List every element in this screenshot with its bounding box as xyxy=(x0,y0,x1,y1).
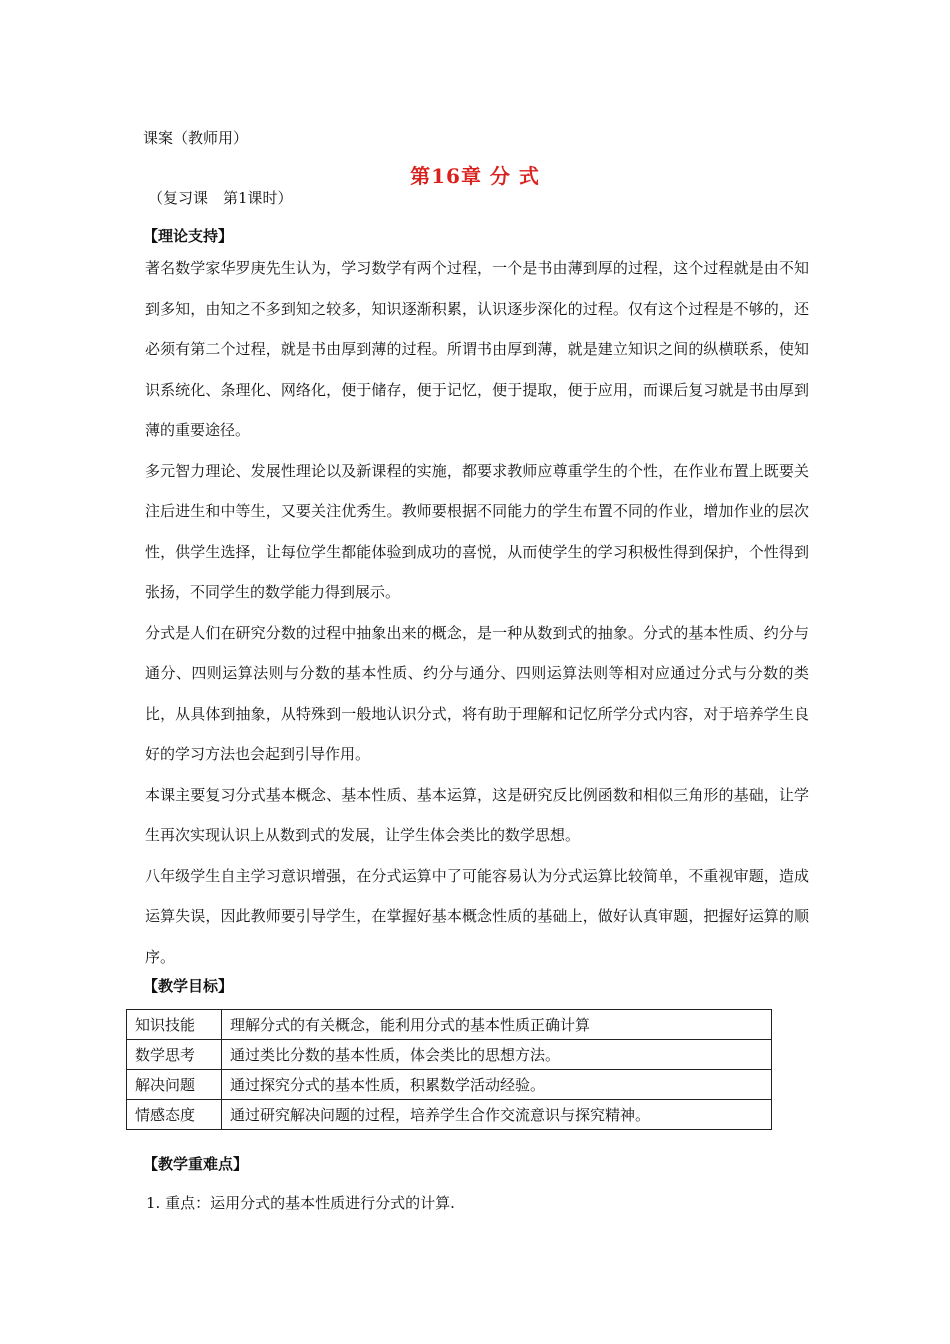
objective-content: 理解分式的有关概念，能利用分式的基本性质正确计算 xyxy=(222,1010,772,1040)
objective-label: 知识技能 xyxy=(127,1010,222,1040)
theory-paragraph: 多元智力理论、发展性理论以及新课程的实施，都要求教师应尊重学生的个性，在作业布置上既要关注后进生和中等生，又要关注优秀生。教师要根据不同能力的学生布置不同的作业，增加作业的层次性，供学生选择，让每位学生都能体验到成功的喜悦，从而使学生的学习积极性得到保护，个性得到张扬，不同学生的数学能力得到展示。 xyxy=(145,461,809,601)
lesson-subtitle: （复习课 第1课时） xyxy=(148,189,293,207)
document-type-label: 课案（教师用） xyxy=(143,129,249,147)
objectives-heading: 【教学目标】 xyxy=(143,977,234,995)
key-point-item: 1. 重点：运用分式的基本性质进行分式的计算. xyxy=(146,1194,455,1212)
table-row xyxy=(127,1100,772,1130)
objective-content: 通过研究解决问题的过程，培养学生合作交流意识与探究精神。 xyxy=(222,1100,772,1130)
key-points-heading: 【教学重难点】 xyxy=(143,1155,249,1173)
table-row xyxy=(127,1070,772,1100)
objective-label: 情感态度 xyxy=(127,1100,222,1130)
objective-content: 通过探究分式的基本性质，积累数学活动经验。 xyxy=(222,1070,772,1100)
theory-paragraph: 本课主要复习分式基本概念、基本性质、基本运算，这是研究反比例函数和相似三角形的基础，让学生再次实现认识上从数到式的发展，让学生体会类比的数学思想。 xyxy=(145,785,809,844)
theory-paragraph: 八年级学生自主学习意识增强，在分式运算中了可能容易认为分式运算比较简单，不重视审题，造成运算失误，因此教师要引导学生，在掌握好基本概念性质的基础上，做好认真审题，把握好运算的顺序。 xyxy=(145,866,809,966)
objective-label: 解决问题 xyxy=(127,1070,222,1100)
objectives-table xyxy=(126,1009,772,1130)
chapter-title: 第16章 分 式 xyxy=(410,164,540,188)
objective-label: 数学思考 xyxy=(127,1040,222,1070)
theory-body xyxy=(145,248,809,977)
theory-paragraph: 著名数学家华罗庚先生认为，学习数学有两个过程，一个是书由薄到厚的过程，这个过程就是由不知到多知，由知之不多到知之较多，知识逐渐积累，认识逐步深化的过程。仅有这个过程是不够的，还必须有第二个过程，就是书由厚到薄的过程。所谓书由厚到薄，就是建立知识之间的纵横联系，使知识系统化、条理化、网络化，便于储存，便于记忆，便于提取，便于应用，而课后复习就是书由厚到薄的重要途径。 xyxy=(145,259,809,439)
objective-content: 通过类比分数的基本性质，体会类比的思想方法。 xyxy=(222,1040,772,1070)
theory-heading: 【理论支持】 xyxy=(143,227,234,245)
table-row xyxy=(127,1040,772,1070)
theory-paragraph: 分式是人们在研究分数的过程中抽象出来的概念，是一种从数到式的抽象。分式的基本性质、约分与通分、四则运算法则与分数的基本性质、约分与通分、四则运算法则等相对应通过分式与分数的类比，从具体到抽象，从特殊到一般地认识分式，将有助于理解和记忆所学分式内容，对于培养学生良好的学习方法也会起到引导作用。 xyxy=(145,623,809,763)
table-row xyxy=(127,1010,772,1040)
